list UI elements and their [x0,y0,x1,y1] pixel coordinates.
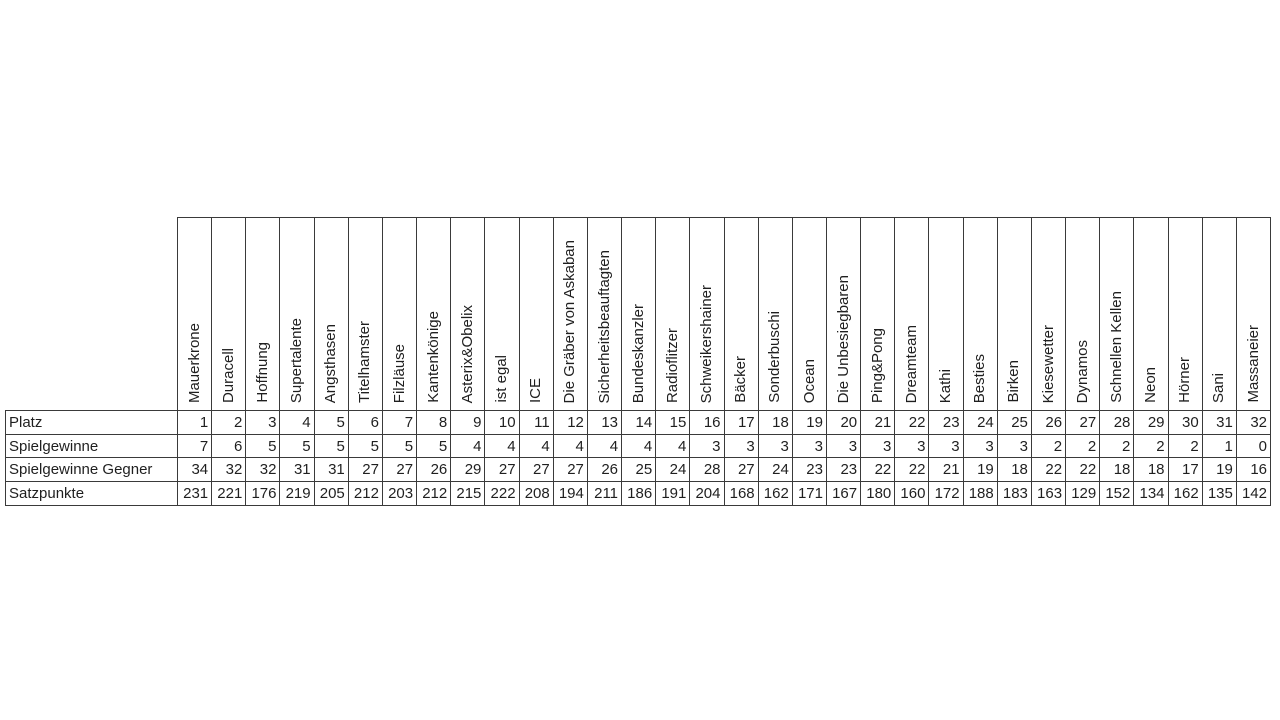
value-cell: 12 [553,411,587,435]
value-cell: 3 [246,411,280,435]
value-cell: 28 [690,458,724,482]
value-cell: 18 [1100,458,1134,482]
column-header-17 [724,218,758,411]
value-cell: 27 [724,458,758,482]
value-cell: 13 [587,411,621,435]
value-cell: 22 [895,411,929,435]
value-cell: 26 [587,458,621,482]
value-cell: 211 [587,482,621,506]
value-cell: 19 [792,411,826,435]
column-header-label: Neon [1142,367,1160,403]
value-cell: 27 [485,458,519,482]
column-header-label: Schweikershainer [698,284,716,403]
value-cell: 3 [997,434,1031,458]
value-cell: 16 [1236,458,1270,482]
value-cell: 212 [348,482,382,506]
table-row [6,458,1271,482]
column-header-label: Schnellen Kellen [1107,291,1125,403]
column-header-label: Hörner [1176,357,1194,403]
value-cell: 3 [963,434,997,458]
column-header-label: Sonderbuschi [766,311,784,403]
column-header-label: Ping&Pong [868,327,886,403]
column-header-label: Die Unbesiegbaren [834,274,852,403]
row-label: Satzpunkte [6,482,178,506]
table-body [6,411,1271,506]
column-header-24 [963,218,997,411]
value-cell: 22 [1031,458,1065,482]
column-header-label: Die Gräber von Askaban [561,239,579,403]
column-header-3 [246,218,280,411]
value-cell: 172 [929,482,963,506]
value-cell: 183 [997,482,1031,506]
value-cell: 29 [1134,411,1168,435]
header-row [6,218,1271,411]
column-header-label: Dynamos [1073,339,1091,403]
value-cell: 221 [212,482,246,506]
value-cell: 0 [1236,434,1270,458]
column-header-4 [280,218,314,411]
value-cell: 212 [417,482,451,506]
value-cell: 6 [348,411,382,435]
column-header-label: Dreamteam [902,324,920,403]
value-cell: 162 [1168,482,1202,506]
row-label: Platz [6,411,178,435]
value-cell: 23 [792,458,826,482]
column-header-19 [792,218,826,411]
value-cell: 31 [1202,411,1236,435]
column-header-10 [485,218,519,411]
value-cell: 162 [758,482,792,506]
value-cell: 22 [895,458,929,482]
value-cell: 4 [451,434,485,458]
column-header-27 [1066,218,1100,411]
value-cell: 3 [861,434,895,458]
value-cell: 2 [1100,434,1134,458]
value-cell: 18 [1134,458,1168,482]
value-cell: 27 [348,458,382,482]
value-cell: 5 [348,434,382,458]
row-label: Spielgewinne Gegner [6,458,178,482]
column-header-16 [690,218,724,411]
value-cell: 22 [1066,458,1100,482]
value-cell: 152 [1100,482,1134,506]
value-cell: 26 [1031,411,1065,435]
column-header-label: Besties [971,353,989,403]
value-cell: 7 [178,434,212,458]
value-cell: 6 [212,434,246,458]
value-cell: 194 [553,482,587,506]
value-cell: 231 [178,482,212,506]
column-header-1 [178,218,212,411]
value-cell: 23 [929,411,963,435]
value-cell: 4 [553,434,587,458]
value-cell: 18 [758,411,792,435]
column-header-28 [1100,218,1134,411]
value-cell: 2 [1031,434,1065,458]
value-cell: 5 [382,434,416,458]
column-header-label: Sicherheitsbeauftagten [595,249,613,403]
value-cell: 24 [758,458,792,482]
value-cell: 29 [451,458,485,482]
value-cell: 129 [1066,482,1100,506]
value-cell: 163 [1031,482,1065,506]
row-label: Spielgewinne [6,434,178,458]
value-cell: 168 [724,482,758,506]
value-cell: 10 [485,411,519,435]
value-cell: 4 [587,434,621,458]
column-header-label: Duracell [219,347,237,403]
value-cell: 1 [178,411,212,435]
column-header-25 [997,218,1031,411]
column-header-label: Ocean [800,358,818,403]
value-cell: 32 [246,458,280,482]
column-header-9 [451,218,485,411]
column-header-29 [1134,218,1168,411]
value-cell: 191 [656,482,690,506]
value-cell: 27 [1066,411,1100,435]
column-header-label: Massaneier [1244,325,1262,403]
value-cell: 32 [1236,411,1270,435]
column-header-label: Birken [1005,360,1023,403]
value-cell: 160 [895,482,929,506]
column-header-label: Bundeskanzler [629,303,647,403]
value-cell: 5 [314,411,348,435]
value-cell: 215 [451,482,485,506]
column-header-label: Filzläuse [390,343,408,403]
column-header-label: Titelhamster [356,321,374,403]
value-cell: 188 [963,482,997,506]
value-cell: 23 [826,458,860,482]
table-row [6,482,1271,506]
column-header-label: Kantenkönige [424,311,442,403]
value-cell: 30 [1168,411,1202,435]
value-cell: 31 [280,458,314,482]
column-header-label: Kiesewetter [1039,324,1057,403]
value-cell: 4 [622,434,656,458]
value-cell: 22 [861,458,895,482]
column-header-15 [656,218,690,411]
value-cell: 142 [1236,482,1270,506]
value-cell: 171 [792,482,826,506]
column-header-22 [895,218,929,411]
column-header-label: Hoffnung [254,342,272,403]
value-cell: 167 [826,482,860,506]
value-cell: 24 [963,411,997,435]
value-cell: 11 [519,411,553,435]
value-cell: 4 [280,411,314,435]
value-cell: 135 [1202,482,1236,506]
value-cell: 8 [417,411,451,435]
value-cell: 7 [382,411,416,435]
value-cell: 2 [1168,434,1202,458]
value-cell: 222 [485,482,519,506]
value-cell: 4 [519,434,553,458]
value-cell: 25 [997,411,1031,435]
column-header-label: Angsthasen [322,323,340,403]
value-cell: 186 [622,482,656,506]
value-cell: 203 [382,482,416,506]
value-cell: 27 [519,458,553,482]
value-cell: 3 [929,434,963,458]
value-cell: 176 [246,482,280,506]
value-cell: 219 [280,482,314,506]
value-cell: 15 [656,411,690,435]
column-header-20 [826,218,860,411]
value-cell: 208 [519,482,553,506]
value-cell: 26 [417,458,451,482]
column-header-label: ICE [527,377,545,403]
value-cell: 21 [861,411,895,435]
value-cell: 205 [314,482,348,506]
column-header-26 [1031,218,1065,411]
value-cell: 134 [1134,482,1168,506]
column-header-label: Supertalente [288,317,306,403]
standings-table [5,217,1271,506]
column-header-23 [929,218,963,411]
value-cell: 17 [1168,458,1202,482]
value-cell: 28 [1100,411,1134,435]
column-header-2 [212,218,246,411]
value-cell: 3 [690,434,724,458]
value-cell: 9 [451,411,485,435]
column-header-11 [519,218,553,411]
value-cell: 204 [690,482,724,506]
column-header-label: Radioflitzer [663,327,681,403]
column-header-label: Bäcker [732,356,750,403]
value-cell: 19 [1202,458,1236,482]
column-header-12 [553,218,587,411]
column-header-8 [417,218,451,411]
value-cell: 2 [1066,434,1100,458]
value-cell: 4 [485,434,519,458]
table-header [6,218,1271,411]
value-cell: 2 [1134,434,1168,458]
value-cell: 5 [314,434,348,458]
value-cell: 5 [417,434,451,458]
value-cell: 5 [246,434,280,458]
value-cell: 32 [212,458,246,482]
column-header-21 [861,218,895,411]
value-cell: 18 [997,458,1031,482]
column-header-6 [348,218,382,411]
value-cell: 3 [895,434,929,458]
column-header-13 [587,218,621,411]
value-cell: 24 [656,458,690,482]
column-header-18 [758,218,792,411]
column-header-31 [1202,218,1236,411]
column-header-label: Kathi [937,368,955,403]
value-cell: 3 [758,434,792,458]
value-cell: 2 [212,411,246,435]
value-cell: 20 [826,411,860,435]
value-cell: 180 [861,482,895,506]
value-cell: 31 [314,458,348,482]
value-cell: 14 [622,411,656,435]
column-header-label: ist egal [493,355,511,403]
value-cell: 25 [622,458,656,482]
column-header-label: Asterix&Obelix [458,304,476,403]
column-header-7 [382,218,416,411]
value-cell: 21 [929,458,963,482]
value-cell: 17 [724,411,758,435]
corner-cell [6,218,178,411]
value-cell: 34 [178,458,212,482]
column-header-14 [622,218,656,411]
value-cell: 19 [963,458,997,482]
value-cell: 27 [382,458,416,482]
value-cell: 16 [690,411,724,435]
column-header-32 [1236,218,1270,411]
value-cell: 27 [553,458,587,482]
value-cell: 5 [280,434,314,458]
column-header-label: Mauerkrone [185,322,203,403]
value-cell: 4 [656,434,690,458]
column-header-30 [1168,218,1202,411]
table-row [6,411,1271,435]
value-cell: 3 [826,434,860,458]
column-header-label: Sani [1210,372,1228,403]
table-row [6,434,1271,458]
column-header-5 [314,218,348,411]
value-cell: 3 [792,434,826,458]
value-cell: 1 [1202,434,1236,458]
value-cell: 3 [724,434,758,458]
